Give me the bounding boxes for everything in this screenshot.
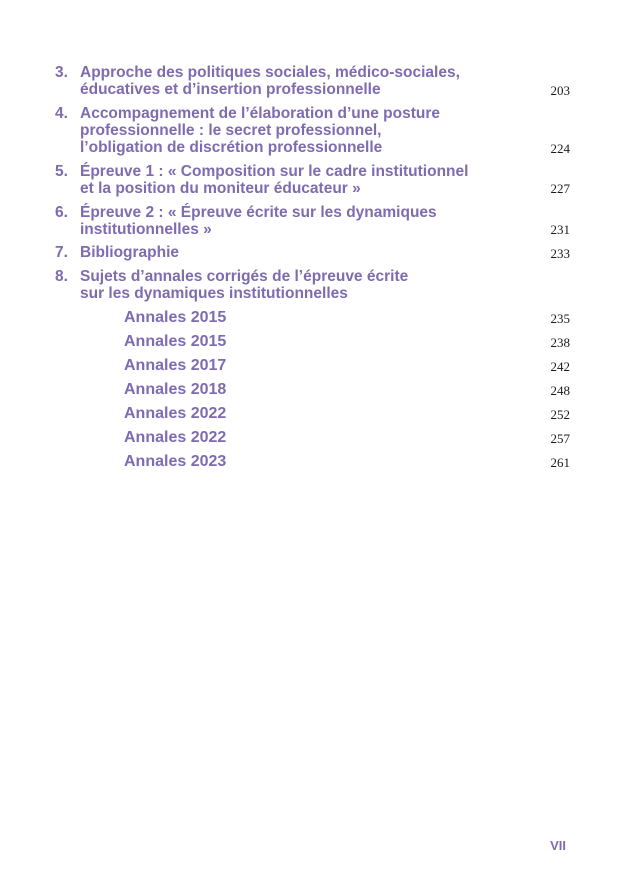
toc-sub-entry-title: Annales 2015 xyxy=(124,309,227,326)
toc-entry-title-line: éducatives et d’insertion professionnelle xyxy=(80,81,381,98)
toc-entry-title xyxy=(80,268,510,302)
toc-sub-entry-page: 257 xyxy=(550,431,570,446)
toc-entry-title xyxy=(80,163,510,197)
toc-sub-entry-page: 252 xyxy=(550,407,570,422)
toc-entry-number: 6. xyxy=(55,204,68,221)
toc-sub-entry xyxy=(124,404,570,426)
toc-entry-title-line: Approche des politiques sociales, médico-sociales, xyxy=(80,64,460,81)
toc-entry-title-line: Accompagnement de l’élaboration d’une posture xyxy=(80,105,440,122)
toc-entry xyxy=(55,64,570,98)
toc-entry-number: 8. xyxy=(55,268,68,285)
toc-sub-entry xyxy=(124,308,570,330)
toc-entry-title xyxy=(80,64,510,98)
toc-sub-entry-title: Annales 2023 xyxy=(124,453,227,470)
toc-entry-number: 5. xyxy=(55,163,68,180)
toc-sub-entry xyxy=(124,332,570,354)
toc-entry-number: 4. xyxy=(55,105,68,122)
toc-entry-page: 224 xyxy=(550,141,570,156)
toc-sub-entry-title: Annales 2022 xyxy=(124,429,227,446)
toc-sub-entry xyxy=(124,356,570,378)
toc-sub-entry-title: Annales 2015 xyxy=(124,333,227,350)
toc-entry-title-line: et la position du moniteur éducateur » xyxy=(80,180,361,197)
toc-entry-title xyxy=(80,105,510,156)
toc-sub-entry-page: 261 xyxy=(550,455,570,470)
toc-entry-title-line: Épreuve 1 : « Composition sur le cadre institutionnel xyxy=(80,163,469,180)
toc-sub-entry-page: 238 xyxy=(550,335,570,350)
toc-sub-entry-title: Annales 2017 xyxy=(124,357,227,374)
toc-sub-entry-title: Annales 2018 xyxy=(124,381,227,398)
toc-entry-title xyxy=(80,204,510,238)
toc-sub-entry xyxy=(124,380,570,402)
toc-entry-title xyxy=(80,244,510,261)
toc-sub-entry-title: Annales 2022 xyxy=(124,405,227,422)
toc-entry-page: 233 xyxy=(550,246,570,261)
toc-entry xyxy=(55,163,570,197)
toc-entry-title-line: professionnelle : le secret professionnel, xyxy=(80,122,382,139)
toc-entry-page: 227 xyxy=(550,181,570,196)
toc-entry-title-line: Épreuve 2 : « Épreuve écrite sur les dynamiques xyxy=(80,204,437,221)
toc-sub-entry-page: 248 xyxy=(550,383,570,398)
toc-sub-entry xyxy=(124,452,570,474)
toc-entry-page: 231 xyxy=(550,222,570,237)
toc-entry xyxy=(55,244,570,261)
toc-sub-entry-page: 235 xyxy=(550,311,570,326)
toc-entry-title-line: Bibliographie xyxy=(80,244,180,261)
toc-entry xyxy=(55,204,570,238)
toc-entry-page: 203 xyxy=(550,83,570,98)
toc-entry-number: 3. xyxy=(55,64,68,81)
toc-entry-title-line: institutionnelles » xyxy=(80,221,212,238)
toc-sub-entry-page: 242 xyxy=(550,359,570,374)
page-folio: VII xyxy=(550,838,566,853)
toc-entry xyxy=(55,268,570,302)
toc-entry-title-line: sur les dynamiques institutionnelles xyxy=(80,285,348,302)
toc-sub-entry xyxy=(124,428,570,450)
toc-entry xyxy=(55,105,570,156)
toc-entry-number: 7. xyxy=(55,244,68,261)
toc-entry-title-line: Sujets d’annales corrigés de l’épreuve écrite xyxy=(80,268,409,285)
toc-entry-title-line: l’obligation de discrétion professionnelle xyxy=(80,139,383,156)
